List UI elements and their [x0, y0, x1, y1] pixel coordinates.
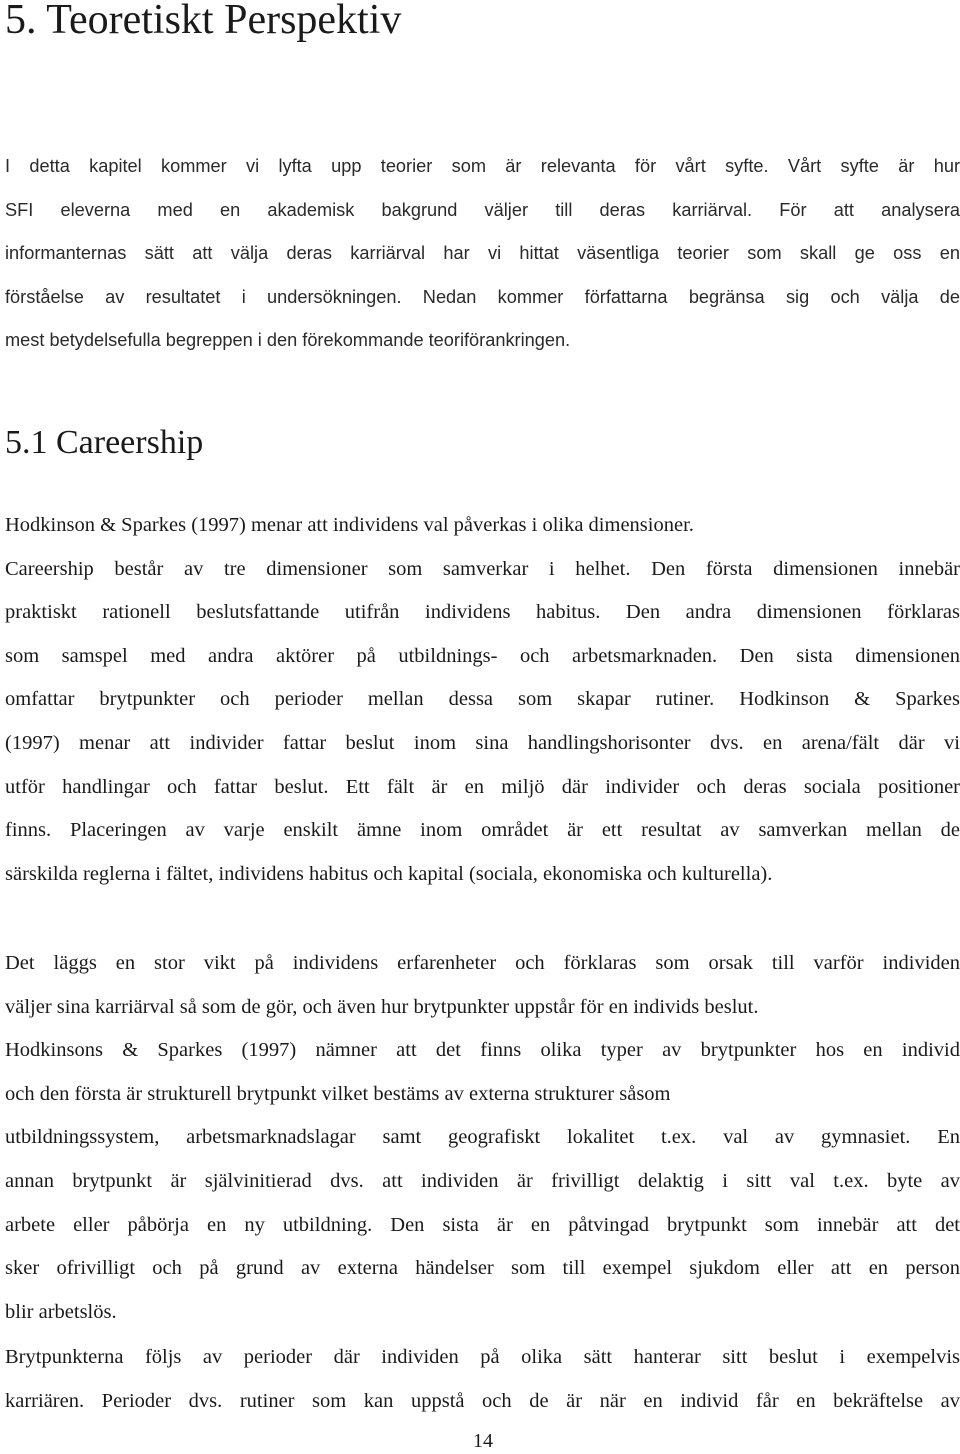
text-line: Hodkinson & Sparkes (1997) menar att individens val påverkas i olika dimensioner. [5, 514, 694, 536]
text-line: Hodkinsons & Sparkes (1997) nämner att det finns olika typer av brytpunkter hos en individ [5, 1039, 960, 1062]
text-line: informanternas sätt att välja deras karriärval har vi hittat väsentliga teorier som skall ge oss en [5, 243, 960, 264]
page-number: 14 [473, 1430, 493, 1452]
text-line: särskilda reglerna i fältet, individens habitus och kapital (sociala, ekonomiska och kulturella). [5, 862, 773, 885]
section-title: 5.1 Careership [5, 424, 204, 461]
text-line: och den första är strukturell brytpunkt vilket bestäms av externa strukturer såsom [5, 1082, 671, 1105]
text-line: SFI eleverna med en akademisk bakgrund väljer till deras karriärval. För att analysera [5, 199, 960, 220]
text-line: arbete eller påbörja en ny utbildning. Den sista är en påtvingad brytpunkt som innebär att det [5, 1213, 960, 1236]
text-line: utbildningssystem, arbetsmarknadslagar samt geografiskt lokalitet t.ex. val av gymnasiet. En [5, 1126, 960, 1149]
text-line: mest betydelsefulla begreppen i den förekommande teoriförankringen. [5, 330, 571, 351]
text-line: väljer sina karriärval så som de gör, och även hur brytpunkter uppstår för en individs beslut. [5, 995, 759, 1018]
text-line: Careership består av tre dimensioner som samverkar i helhet. Den första dimensionen innebär [5, 557, 960, 580]
text-line: (1997) menar att individer fattar beslut inom sina handlingshorisonter dvs. en arena/fält där vi [5, 731, 960, 754]
chapter-title: 5. Teoretiskt Perspektiv [5, 0, 402, 43]
text-line: blir arbetslös. [5, 1300, 117, 1323]
text-line: I detta kapitel kommer vi lyfta upp teorier som är relevanta för vårt syfte. Vårt syfte är hur [5, 156, 960, 176]
text-line: förståelse av resultatet i undersökningen. Nedan kommer författarna begränsa sig och välja de [5, 286, 960, 307]
text-line: Det läggs en stor vikt på individens erfarenheter och förklaras som orsak till varför individen [5, 952, 960, 974]
body-paragraph [5, 504, 960, 896]
text-line: praktiskt rationell beslutsfattande utifrån individens habitus. Den andra dimensionen förklaras [5, 601, 960, 624]
text-line: Brytpunkterna följs av perioder där individen på olika sätt hanterar sitt beslut i exempelvis [5, 1346, 960, 1368]
text-line: finns. Placeringen av varje enskilt ämne inom området är ett resultat av samverkan mellan de [5, 819, 960, 842]
body-paragraph [5, 942, 960, 1334]
text-line: annan brytpunkt är självinitierad dvs. att individen är frivilligt delaktig i sitt val t.ex. byte av [5, 1169, 960, 1192]
text-line: sker ofrivilligt och på grund av externa händelser som till exempel sjukdom eller att en person [5, 1257, 960, 1280]
text-line: karriären. Perioder dvs. rutiner som kan uppstå och de är när en individ får en bekräftelse av [5, 1389, 960, 1412]
intro-paragraph [5, 145, 960, 363]
body-paragraph [5, 1336, 960, 1423]
text-line: omfattar brytpunkter och perioder mellan dessa som skapar rutiner. Hodkinson & Sparkes [5, 688, 960, 711]
text-line: som samspel med andra aktörer på utbildnings- och arbetsmarknaden. Den sista dimensionen [5, 644, 960, 667]
text-line: utför handlingar och fattar beslut. Ett fält är en miljö där individer och deras sociala positioner [5, 775, 960, 798]
